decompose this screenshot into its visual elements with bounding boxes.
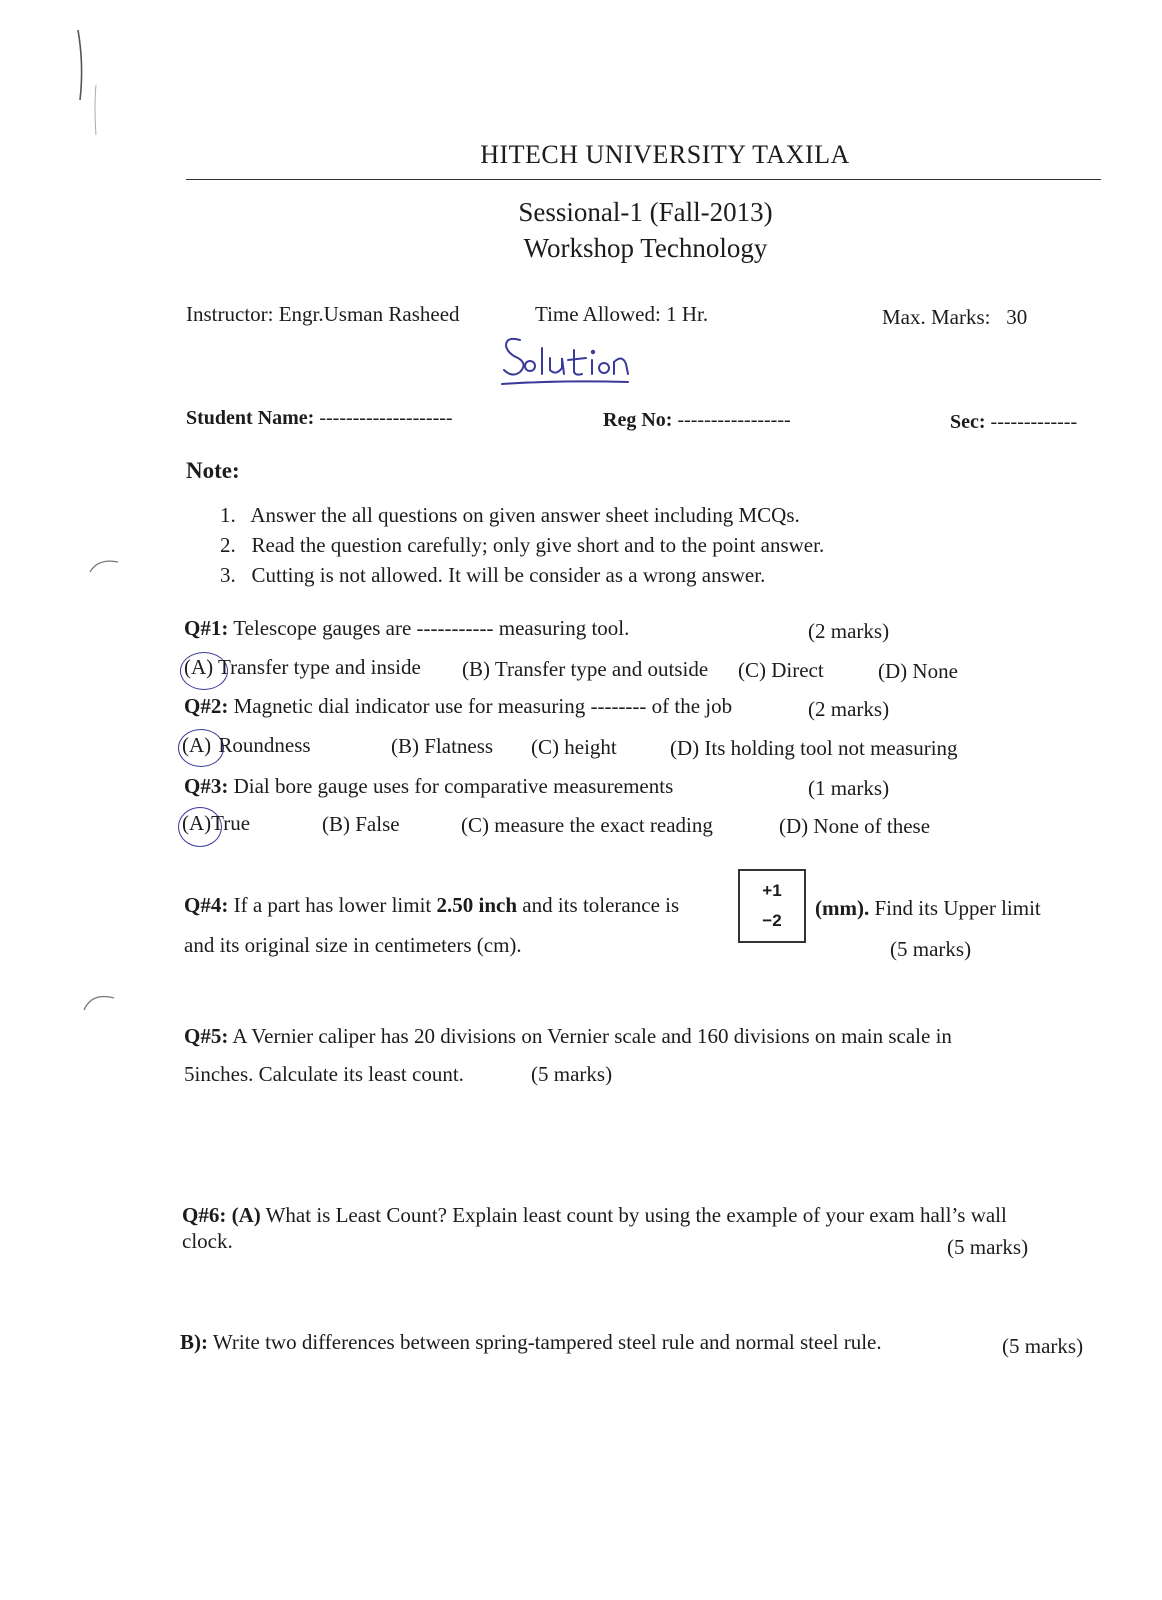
question-text-line2: and its original size in centimeters (cm). <box>184 933 522 957</box>
question-1 <box>184 616 629 641</box>
option-d: (D) Its holding tool not measuring <box>670 736 958 760</box>
option-a: (A) Roundness <box>182 733 311 757</box>
question-text: If a part has lower limit <box>233 893 432 917</box>
student-name-label: Student Name: <box>186 407 315 429</box>
question-text: Dial bore gauge uses for comparative measurements <box>233 774 674 798</box>
time-allowed: Time Allowed: 1 Hr. <box>535 302 709 326</box>
reg-no-field <box>603 409 791 432</box>
question-label: Q#6: <box>182 1203 227 1227</box>
question-text: Magnetic dial indicator use for measuring -------- of the job <box>233 694 733 718</box>
note-item: 1. Answer the all questions on given answer sheet including MCQs. <box>220 503 800 527</box>
question-label: B): <box>180 1330 208 1354</box>
question-label: Q#4: <box>184 893 229 917</box>
option-c: (C) measure the exact reading <box>461 813 713 837</box>
punch-hole-mark <box>82 990 122 1014</box>
option-d: (D) None <box>878 659 958 683</box>
option-b: (B) Flatness <box>391 734 494 758</box>
reg-no-blank: ----------------- <box>677 409 791 431</box>
question-marks: (2 marks) <box>808 697 890 721</box>
exam-title: Sessional-1 (Fall-2013) <box>518 197 773 227</box>
student-name-blank: -------------------- <box>319 407 453 429</box>
question-marks: (5 marks) <box>1002 1334 1084 1358</box>
tolerance-minus: −2 <box>762 911 782 930</box>
question-label: Q#5: <box>184 1024 229 1048</box>
question-text: and its tolerance is <box>522 893 680 917</box>
question-text: Write two differences between spring-tampered steel rule and normal steel rule. <box>212 1330 882 1354</box>
question-2 <box>184 694 732 719</box>
tolerance-box <box>738 869 806 943</box>
question-marks: (1 marks) <box>808 776 890 800</box>
student-name-field <box>186 407 453 430</box>
question-3 <box>184 774 673 799</box>
tolerance-plus: +1 <box>762 881 782 900</box>
question-marks: (5 marks) <box>947 1235 1029 1259</box>
option-b: (B) Transfer type and outside <box>462 657 709 681</box>
title-divider <box>186 179 1101 180</box>
university-title: HITECH UNIVERSITY TAXILA <box>480 140 850 169</box>
question-marks: (5 marks) <box>531 1062 613 1086</box>
question-4-end <box>815 896 1041 921</box>
question-text: Find its Upper limit <box>874 896 1041 920</box>
option-a: (A)True <box>182 811 251 835</box>
max-marks: Max. Marks: 30 <box>882 305 1028 329</box>
sec-field <box>950 411 1077 434</box>
option-b: (B) False <box>322 812 400 836</box>
handwritten-solution-note <box>500 330 640 394</box>
question-marks: (2 marks) <box>808 619 890 643</box>
question-marks: (5 marks) <box>890 937 972 961</box>
question-text: Telescope gauges are ----------- measuring tool. <box>233 616 630 640</box>
question-text: A Vernier caliper has 20 divisions on Vernier scale and 160 divisions on main scale in <box>232 1024 952 1048</box>
question-6 <box>182 1203 1007 1228</box>
instructor-info: Instructor: Engr.Usman Rasheed <box>186 302 460 326</box>
note-item: 3. Cutting is not allowed. It will be consider as a wrong answer. <box>220 563 766 587</box>
option-c: (C) Direct <box>738 658 824 682</box>
question-label: Q#3: <box>184 774 229 798</box>
note-heading: Note: <box>186 458 240 483</box>
question-text-line2: clock. <box>182 1229 233 1253</box>
course-title: Workshop Technology <box>523 233 768 263</box>
sec-blank: ------------- <box>990 411 1078 433</box>
margin-scan-mark <box>70 25 110 145</box>
punch-hole-mark <box>88 556 128 576</box>
option-c: (C) height <box>531 735 617 759</box>
question-part-label: (A) <box>231 1203 261 1227</box>
question-text-line2: 5inches. Calculate its least count. <box>184 1062 464 1086</box>
lower-limit-value: 2.50 inch <box>436 893 518 917</box>
question-label: Q#1: <box>184 616 229 640</box>
question-5 <box>184 1024 952 1049</box>
reg-no-label: Reg No: <box>603 409 673 431</box>
option-a: (A) Transfer type and inside <box>184 655 421 679</box>
question-4 <box>184 893 679 918</box>
question-6b <box>180 1330 882 1355</box>
sec-label: Sec: <box>950 411 986 433</box>
option-d: (D) None of these <box>779 814 931 838</box>
unit-label: (mm). <box>815 896 870 920</box>
note-item: 2. Read the question carefully; only give short and to the point answer. <box>220 533 825 557</box>
question-label: Q#2: <box>184 694 229 718</box>
question-text: What is Least Count? Explain least count by using the example of your exam hall’s wall <box>265 1203 1007 1227</box>
